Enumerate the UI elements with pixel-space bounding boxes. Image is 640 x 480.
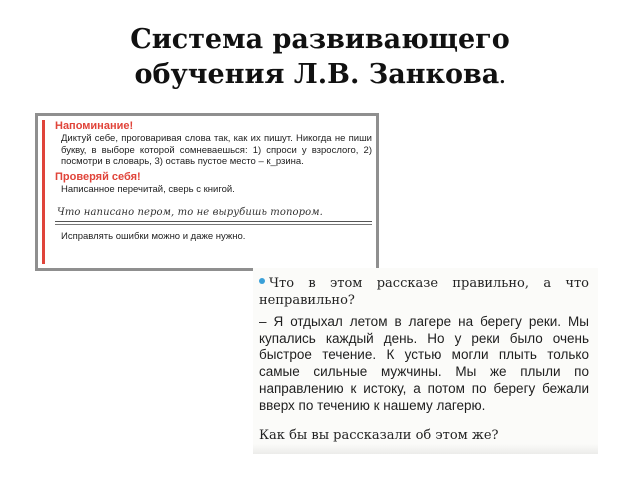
check-text: Написанное перечитай, сверь с книгой. xyxy=(61,183,235,195)
check-heading: Проверяй себя! xyxy=(55,170,141,183)
question-top xyxy=(259,275,589,309)
reminder-text: Диктуй себе, проговаривая слова так, как их пишут. Никогда не пиши букву, в выборе которой сомневаешься: 1) спроси у взрослого, 2) посмотри в словарь, 3) оставь пустое место – к_рзина. xyxy=(61,133,372,167)
proverb-cursive: Что написано пером, то не вырубишь топором. xyxy=(55,207,372,222)
title-line-1: Система развивающего xyxy=(130,24,510,55)
reminder-heading: Напоминание! xyxy=(55,120,134,132)
question-top-text: Что в этом рассказе правильно, а что неправильно? xyxy=(259,276,589,308)
story-text: – Я отдыхал летом в лагере на берегу реки. Мы купались каждый день. Но у реки было очень быстрое течение. К устью могли плыть только самые сильные мужчины. Мы же плыли по направлению к истоку, а потом по берегу бежали вверх по течению к нашему лагерю. xyxy=(259,314,589,413)
panel-shade xyxy=(253,444,598,454)
story-panel xyxy=(253,268,598,454)
title-line-2-text: обучения Л.В. Занкова xyxy=(134,59,500,90)
bullet-icon xyxy=(259,278,265,284)
title-line-2 xyxy=(0,57,640,95)
reminder-box xyxy=(35,113,379,271)
title-period: . xyxy=(499,67,506,88)
reminder-inner xyxy=(42,120,372,264)
final-text: Исправлять ошибки можно и даже нужно. xyxy=(61,231,246,242)
slide-title xyxy=(0,22,640,95)
question-bottom: Как бы вы рассказали об этом же? xyxy=(259,428,499,443)
